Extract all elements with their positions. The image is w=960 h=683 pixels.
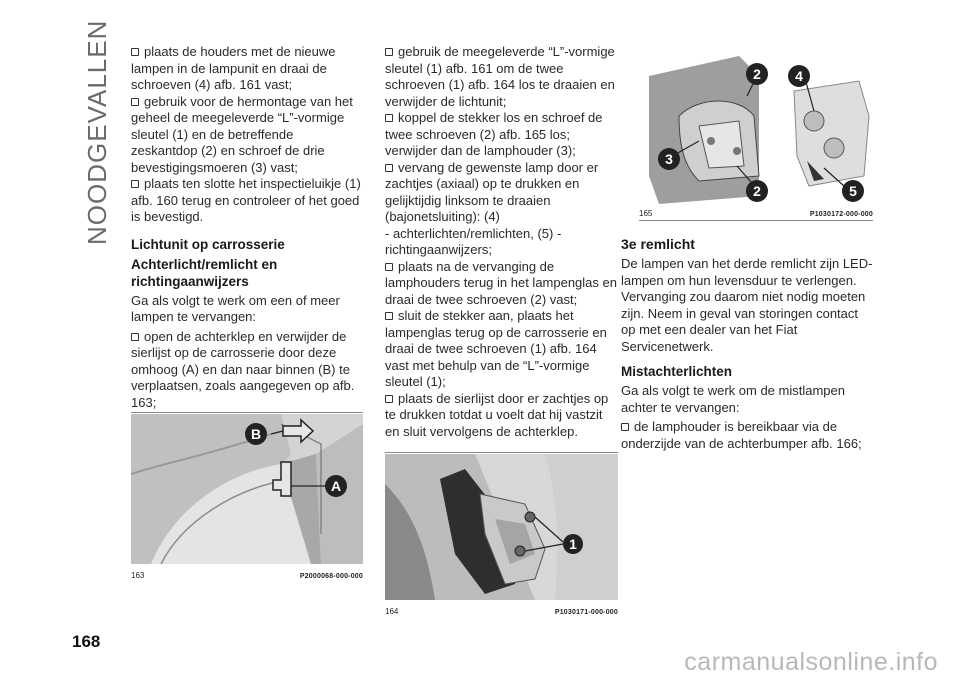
figure-163 [131,414,363,580]
column-1 [131,44,363,411]
callout-label: 2 [753,66,761,82]
step-paragraph: gebruik voor de hermontage van het geheel de meegeleverde “L”-vormige sleutel (1) en de betreffende zeskantdop (2) en schroef de drie bevestigingsmoeren (3) vast; [131,93,353,175]
step-paragraph: vervang de gewenste lamp door er zachtjes (axiaal) op te drukken en gelijktijdig linksom te draaien (bajonetsluiting): (4) [385,159,599,224]
checkbox-bullet-icon [621,423,629,431]
checkbox-bullet-icon [385,263,393,271]
callout-label: 1 [569,536,577,552]
step-paragraph: plaats na de vervanging de lamphouders terug in het lampenglas en draai de twee schroeven (2) vast; [385,258,617,307]
figure-163-image [131,414,363,564]
checkbox-bullet-icon [131,333,139,341]
figure-164-image [385,454,618,600]
callout-label: 2 [753,183,761,199]
figure-rule [639,220,873,221]
figure-caption [131,568,363,580]
figure-rule [385,452,618,453]
intro-paragraph: Ga als volgt te werk om een of meer lampen te vervangen: [131,292,340,324]
column-2 [385,44,618,440]
step-paragraph: koppel de stekker los en schroef de twee schroeven (2) afb. 165 los; verwijder dan de lamphouder (3); [385,110,603,158]
heading-achterlicht: Achterlicht/remlicht en richtingaanwijzers [131,256,278,289]
checkbox-bullet-icon [385,312,393,320]
checkbox-bullet-icon [131,48,139,56]
callout-label: B [250,426,262,442]
checkbox-bullet-icon [385,48,393,56]
step-paragraph: gebruik de meegeleverde “L”-vormige sleutel (1) afb. 161 om de twee schroeven (1) afb. 164 los te draaien en verwijder de lichtunit; [385,44,615,109]
figure-code: P1030171-000-000 [554,609,618,616]
step-paragraph: de lamphouder is bereikbaar via de onderzijde van de achterbumper afb. 166; [621,419,862,451]
checkbox-bullet-icon [385,114,393,122]
checkbox-bullet-icon [131,180,139,188]
body-paragraph: De lampen van het derde remlicht zijn LED-lampen om hun levensduur te verlengen. Vervanging zou daarom niet nodig moeten zijn. Neem in geval van storingen contact op met een dealer van het Fiat Servicenetwerk. [621,256,873,354]
watermark: carmanualsonline.info [684,648,938,676]
figure-number: 164 [385,607,399,616]
figure-code: P1030172-000-000 [809,211,873,218]
checkbox-bullet-icon [385,395,393,403]
page-number: 168 [72,632,101,651]
callout-label: 4 [795,68,803,84]
callout-label: 5 [849,183,857,199]
heading-lichtunit: Lichtunit op carrosserie [131,236,285,252]
figure-165-image [639,56,873,204]
figure-number: 163 [131,571,145,580]
intro-paragraph: Ga als volgt te werk om de mistlampen achter te vervangen: [621,383,845,415]
callout-label: A [330,478,342,494]
step-paragraph: plaats de sierlijst door er zachtjes op te drukken totdat u voelt dat hij vastzit en sluit vervolgens de achterklep. [385,390,609,439]
section-title: NOODGEVALLEN [82,19,112,245]
figure-165 [639,56,873,218]
step-paragraph-cont: - achterlichten/remlichten, (5) - richtingaanwijzers; [385,225,562,257]
step-paragraph: plaats ten slotte het inspectieluikje (1) afb. 160 terug en controleer of het goed is bevestigd. [131,176,361,224]
checkbox-bullet-icon [131,98,139,106]
checkbox-bullet-icon [385,164,393,172]
step-paragraph: sluit de stekker aan, plaats het lampenglas terug op de carrosserie en draai de twee schroeven (1) afb. 164 vast met behulp van de “L”-vormige sleutel (1); [385,308,607,389]
figure-code: P2000068-000-000 [299,573,363,580]
column-3 [621,236,873,452]
heading-mistachterlichten: Mistachterlichten [621,364,733,379]
figure-caption [639,206,873,218]
figure-rule [131,412,363,413]
figure-164 [385,454,618,616]
heading-3e-remlicht: 3e remlicht [621,236,695,252]
figure-caption [385,604,618,616]
step-paragraph: open de achterklep en verwijder de sierlijst op de carrosserie door deze omhoog (A) en dan naar binnen (B) te verplaatsen, zoals aangegeven op afb. 163; [131,328,355,410]
figure-number: 165 [639,209,653,218]
step-paragraph: plaats de houders met de nieuwe lampen in de lampunit en draai de schroeven (4) afb. 161 vast; [131,44,336,92]
callout-label: 3 [665,151,673,167]
